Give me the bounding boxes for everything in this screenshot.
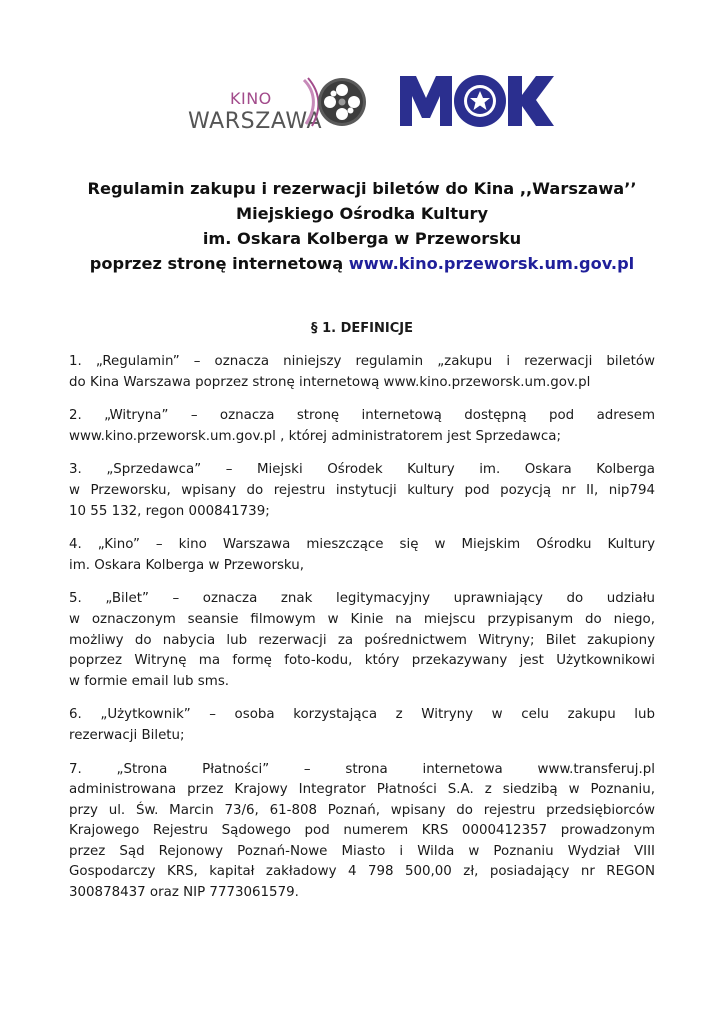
title-url-link[interactable]: www.kino.przeworsk.um.gov.pl	[348, 254, 635, 273]
definition-line: 1. „Regulamin” – oznacza niniejszy regulamin „zakupu i rezerwacji biletów	[69, 354, 655, 369]
definition-line: w formie email lub sms.	[69, 673, 230, 689]
definition-line: do Kina Warszawa poprzez stronę internetową www.kino.przeworsk.um.gov.pl	[69, 374, 591, 390]
document-title	[40, 176, 684, 276]
definition-item	[69, 760, 655, 904]
definition-line: im. Oskara Kolberga w Przeworsku,	[69, 557, 305, 573]
definition-item	[69, 535, 655, 576]
definition-item	[69, 589, 655, 692]
definition-item	[69, 705, 655, 746]
definition-line: administrowana przez Krajowy Integrator Płatności S.A. z siedzibą w Poznaniu,	[69, 782, 655, 798]
kino-logo-line2: WARSZAWA	[188, 109, 323, 134]
definition-line: Krajowego Rejestru Sądowego pod numerem KRS 0000412357 prowadzonym	[69, 823, 655, 839]
definition-line: www.kino.przeworsk.um.gov.pl , której administratorem jest Sprzedawca;	[69, 428, 561, 444]
film-reel-icon	[318, 78, 366, 126]
definition-line: 300878437 oraz NIP 7773061579.	[69, 885, 299, 901]
definition-line: 2. „Witryna” – oznacza stronę internetową dostępną pod adresem	[69, 408, 655, 424]
title-line-2: Miejskiego Ośrodka Kultury	[236, 204, 488, 223]
definition-line: 4. „Kino” – kino Warszawa mieszczące się w Miejskim Ośrodku Kultury	[69, 537, 655, 553]
definition-line: rezerwacji Biletu;	[69, 727, 185, 743]
title-line-4-prefix: poprzez stronę internetową	[89, 254, 349, 273]
definition-item	[69, 406, 655, 447]
definition-line: przy ul. Św. Marcin 73/6, 61-808 Poznań, wpisany do rejestru przedsiębiorców	[69, 802, 655, 818]
definition-line: 7. „Strona Płatności” – strona internetowa www.transferuj.pl	[69, 761, 655, 777]
title-line-1: Regulamin zakupu i rezerwacji biletów do Kina ,,Warszawa’’	[87, 179, 637, 198]
definition-item	[69, 460, 655, 522]
definition-line: w oznaczonym seansie filmowym w Kinie na miejscu przypisanym do niego,	[69, 611, 655, 627]
mok-logo	[398, 70, 556, 128]
definition-line: poprzez Witrynę ma formę foto-kodu, który przekazywany jest Użytkownikowi	[69, 653, 655, 669]
title-line-4	[40, 251, 684, 276]
section-heading: § 1. DEFINICJE	[311, 321, 413, 336]
definition-line: przez Sąd Rejonowy Poznań-Nowe Miasto i Wilda w Poznaniu Wydział VIII	[69, 843, 655, 859]
title-line-3: im. Oskara Kolberga w Przeworsku	[202, 229, 522, 248]
definition-item	[69, 352, 655, 393]
definition-line: możliwy do nabycia lub rezerwacji za pośrednictwem Witryny; Bilet zakupiony	[69, 632, 655, 648]
definition-line: 6. „Użytkownik” – osoba korzystająca z Witryny w celu zakupu lub	[69, 707, 655, 723]
definition-line: 5. „Bilet” – oznacza znak legitymacyjny uprawniający do udziału	[69, 591, 655, 607]
kino-logo-line1: KINO	[230, 89, 272, 108]
kino-warszawa-logo	[186, 70, 376, 134]
definition-line: 3. „Sprzedawca” – Miejski Ośrodek Kultury im. Oskara Kolberga	[69, 462, 655, 478]
definition-line: w Przeworsku, wpisany do rejestru instytucji kultury pod pozycją nr II, nip794	[69, 482, 655, 498]
definition-line: Gospodarczy KRS, kapitał zakładowy 4 798 500,00 zł, posiadający nr REGON	[69, 864, 655, 880]
definition-line: 10 55 132, regon 000841739;	[69, 503, 270, 519]
definitions-list	[69, 352, 655, 917]
